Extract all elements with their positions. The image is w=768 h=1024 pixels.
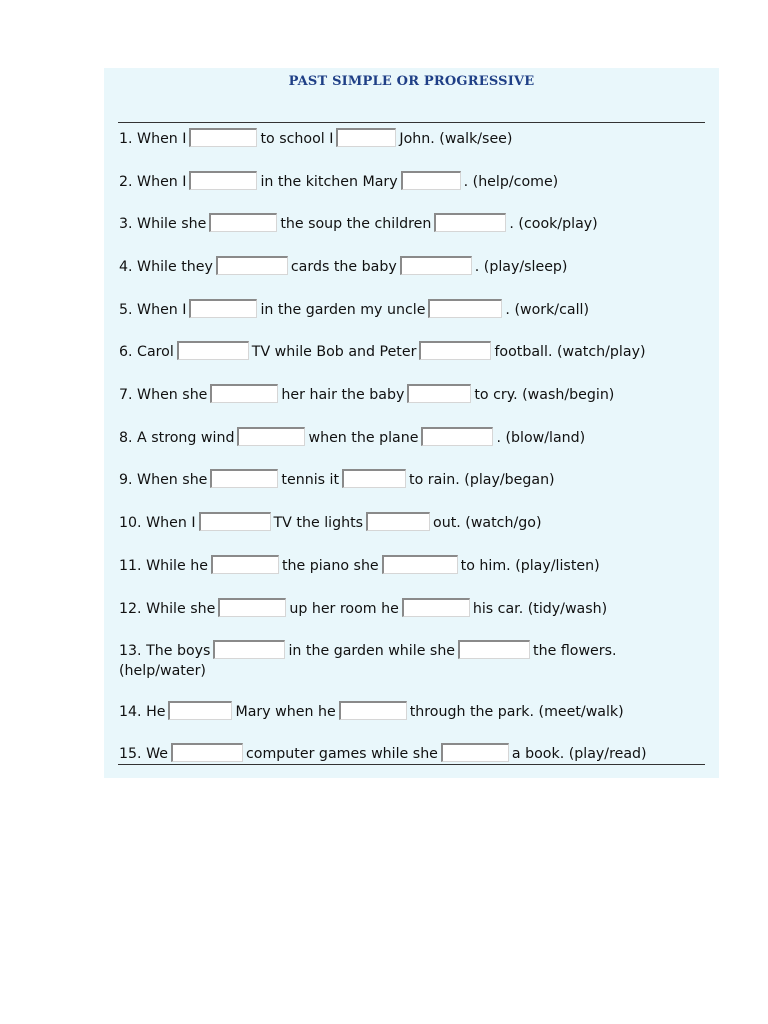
item-text: Mary when he xyxy=(235,704,336,720)
item-text: . (help/come) xyxy=(463,174,559,190)
item-text: John. (walk/see) xyxy=(399,131,513,147)
item-text: a book. (play/read) xyxy=(511,746,647,762)
answer-field-5a[interactable] xyxy=(189,299,257,318)
answer-field-1a[interactable] xyxy=(189,128,257,147)
item-text: 9. When she xyxy=(119,472,208,488)
worksheet-panel xyxy=(104,68,719,778)
item-13 xyxy=(119,642,689,680)
item-9 xyxy=(119,471,555,491)
answer-field-10b[interactable] xyxy=(366,512,430,531)
item-4 xyxy=(119,258,567,278)
item-text: . (play/sleep) xyxy=(474,259,568,275)
item-text: 12. While she xyxy=(119,601,216,617)
answer-field-3b[interactable] xyxy=(434,213,506,232)
answer-field-2b[interactable] xyxy=(401,171,461,190)
item-text: to cry. (wash/begin) xyxy=(474,387,615,403)
item-text: the flowers. (help/water) xyxy=(119,643,617,679)
item-text: 6. Carol xyxy=(119,344,174,360)
divider-top xyxy=(118,122,705,123)
item-text: TV while Bob and Peter xyxy=(251,344,417,360)
item-text: 11. While he xyxy=(119,558,208,574)
answer-field-9a[interactable] xyxy=(210,469,278,488)
item-text: football. (watch/play) xyxy=(494,344,646,360)
item-text: . (blow/land) xyxy=(496,430,586,446)
item-text: to school I xyxy=(260,131,334,147)
worksheet-title: PAST SIMPLE OR PROGRESSIVE xyxy=(288,74,535,89)
item-14 xyxy=(119,703,624,723)
answer-field-7b[interactable] xyxy=(407,384,471,403)
item-text: up her room he xyxy=(289,601,399,617)
item-text: 8. A strong wind xyxy=(119,430,235,446)
item-text: to rain. (play/began) xyxy=(409,472,555,488)
item-text: 5. When I xyxy=(119,302,187,318)
item-text: the soup the children xyxy=(280,216,432,232)
item-2 xyxy=(119,173,558,193)
item-text: . (cook/play) xyxy=(509,216,598,232)
item-text: tennis it xyxy=(281,472,340,488)
answer-field-6b[interactable] xyxy=(419,341,491,360)
answer-field-11a[interactable] xyxy=(211,555,279,574)
item-text: 3. While she xyxy=(119,216,207,232)
answer-field-11b[interactable] xyxy=(382,555,458,574)
item-text: 10. When I xyxy=(119,515,196,531)
item-text: 1. When I xyxy=(119,131,187,147)
item-text: her hair the baby xyxy=(281,387,405,403)
answer-field-6a[interactable] xyxy=(177,341,249,360)
answer-field-8b[interactable] xyxy=(421,427,493,446)
answer-field-4b[interactable] xyxy=(400,256,472,275)
answer-field-3a[interactable] xyxy=(209,213,277,232)
answer-field-14b[interactable] xyxy=(339,701,407,720)
answer-field-10a[interactable] xyxy=(199,512,271,531)
item-1 xyxy=(119,130,512,150)
item-11 xyxy=(119,557,600,577)
answer-field-12a[interactable] xyxy=(218,598,286,617)
item-3 xyxy=(119,215,598,235)
item-12 xyxy=(119,600,607,620)
answer-field-14a[interactable] xyxy=(168,701,232,720)
item-text: 4. While they xyxy=(119,259,213,275)
answer-field-13a[interactable] xyxy=(213,640,285,659)
answer-field-15b[interactable] xyxy=(441,743,509,762)
item-text: 7. When she xyxy=(119,387,208,403)
item-text: his car. (tidy/wash) xyxy=(472,601,608,617)
item-text: through the park. (meet/walk) xyxy=(409,704,624,720)
item-text: in the garden while she xyxy=(288,643,456,659)
answer-field-13b[interactable] xyxy=(458,640,530,659)
item-text: 14. He xyxy=(119,704,166,720)
item-text: TV the lights xyxy=(273,515,364,531)
answer-field-7a[interactable] xyxy=(210,384,278,403)
item-text: in the kitchen Mary xyxy=(260,174,398,190)
answer-field-2a[interactable] xyxy=(189,171,257,190)
answer-field-12b[interactable] xyxy=(402,598,470,617)
item-5 xyxy=(119,301,589,321)
answer-field-8a[interactable] xyxy=(237,427,305,446)
item-text: the piano she xyxy=(281,558,379,574)
divider-bottom xyxy=(118,764,705,765)
item-text: computer games while she xyxy=(246,746,438,762)
item-10 xyxy=(119,514,541,534)
answer-field-5b[interactable] xyxy=(428,299,502,318)
item-text: 13. The boys xyxy=(119,643,211,659)
item-7 xyxy=(119,386,614,406)
item-text: out. (watch/go) xyxy=(433,515,542,531)
item-text: . (work/call) xyxy=(505,302,590,318)
answer-field-15a[interactable] xyxy=(171,743,243,762)
answer-field-9b[interactable] xyxy=(342,469,406,488)
item-15 xyxy=(119,745,647,765)
item-text: when the plane xyxy=(308,430,419,446)
answer-field-1b[interactable] xyxy=(336,128,396,147)
item-text: 2. When I xyxy=(119,174,187,190)
answer-field-4a[interactable] xyxy=(216,256,288,275)
item-text: 15. We xyxy=(119,746,168,762)
item-text: to him. (play/listen) xyxy=(460,558,600,574)
item-6 xyxy=(119,343,646,363)
item-text: cards the baby xyxy=(290,259,397,275)
item-8 xyxy=(119,429,585,449)
item-text: in the garden my uncle xyxy=(260,302,426,318)
